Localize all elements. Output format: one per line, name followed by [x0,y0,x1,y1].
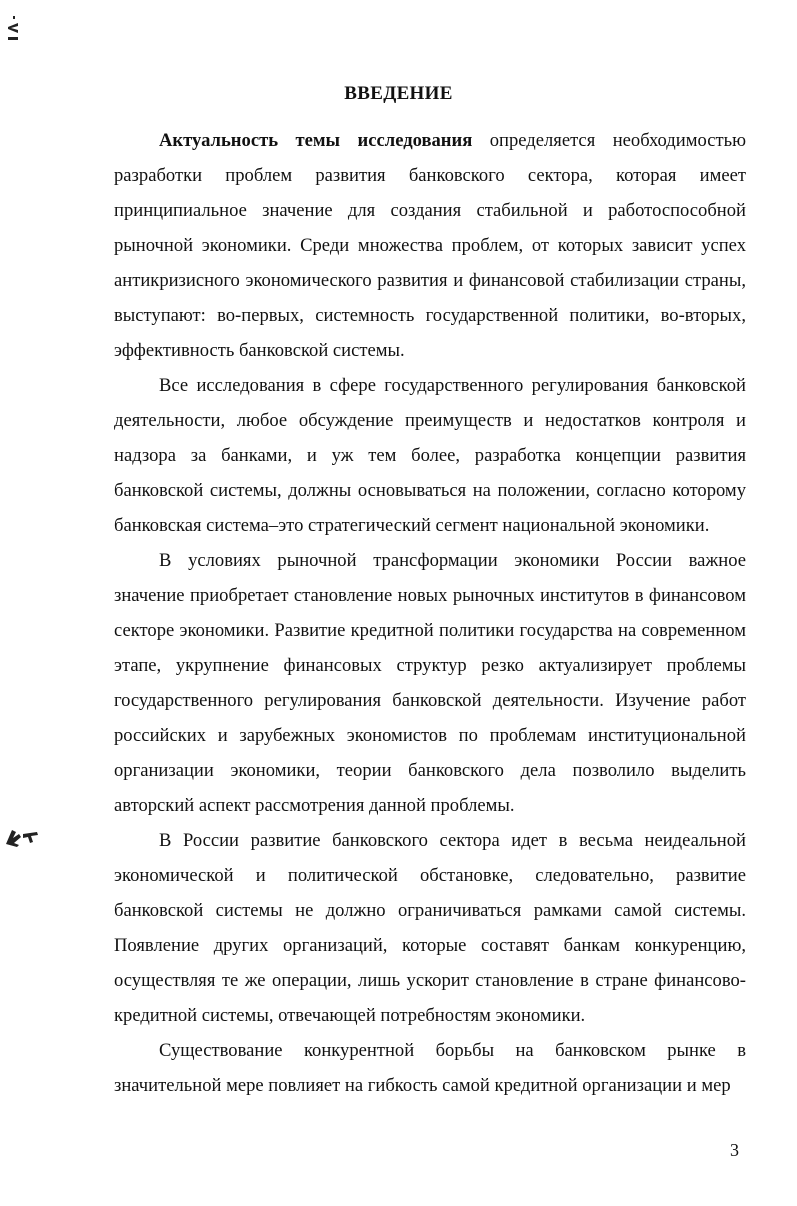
paragraph [114,543,746,823]
scan-artifact-mark [4,826,40,848]
paragraph [114,123,746,368]
paragraph-text: Существование конкурентной борьбы на банковском рынке в значительной мере повлияет на гибкость самой кредитной организации и мер [114,1040,746,1096]
paragraph-lead: Актуальность темы исследования [159,130,473,151]
page-title: ВВЕДЕНИЕ [344,83,453,104]
paragraph [114,1033,746,1103]
paragraph-text: определяется необходимостью разработки проблем развития банковского сектора, которая имеет принципиальное значение для создания стабильной и работоспособной рыночной экономики. Среди множества проблем, от которых зависит успех антикризисного экономического развития и финансовой стабилизации страны, выступают: во-первых, системность государственной политики, во-вторых, эффективность банковской системы. [114,130,746,361]
paragraph-text: В России развитие банковского сектора идет в весьма неидеальной экономической и политической обстановке, следовательно, развитие банковской системы не должно ограничиваться рамками самой системы. Появление других организаций, которые составят банкам конкуренцию, осуществляя те же операции, лишь ускорит становление в стране финансово-кредитной системы, отвечающей потребностям экономики. [114,830,746,1026]
body-text [114,123,746,1103]
paragraph [114,823,746,1033]
page-number: 3 [730,1140,739,1160]
paragraph-text: В условиях рыночной трансформации экономики России важное значение приобретает становление новых рыночных институтов в финансовом секторе экономики. Развитие кредитной политики государства на современном этапе, укрупнение финансовых структур резко актуализирует проблемы государственного регулирования банковской деятельности. Изучение работ российских и зарубежных экономистов по проблемам институциональной организации экономики, теории банковского дела позволило выделить авторский аспект рассмотрения данной проблемы. [114,550,746,816]
scan-artifact-mark [6,14,20,44]
paragraph [114,368,746,543]
paragraph-text: Все исследования в сфере государственного регулирования банковской деятельности, любое обсуждение преимуществ и недостатков контроля и надзора за банками, и уж тем более, разработка концепции развития банковской системы, должны основываться на положении, согласно которому банковская система–это стратегический сегмент национальной экономики. [114,375,746,536]
